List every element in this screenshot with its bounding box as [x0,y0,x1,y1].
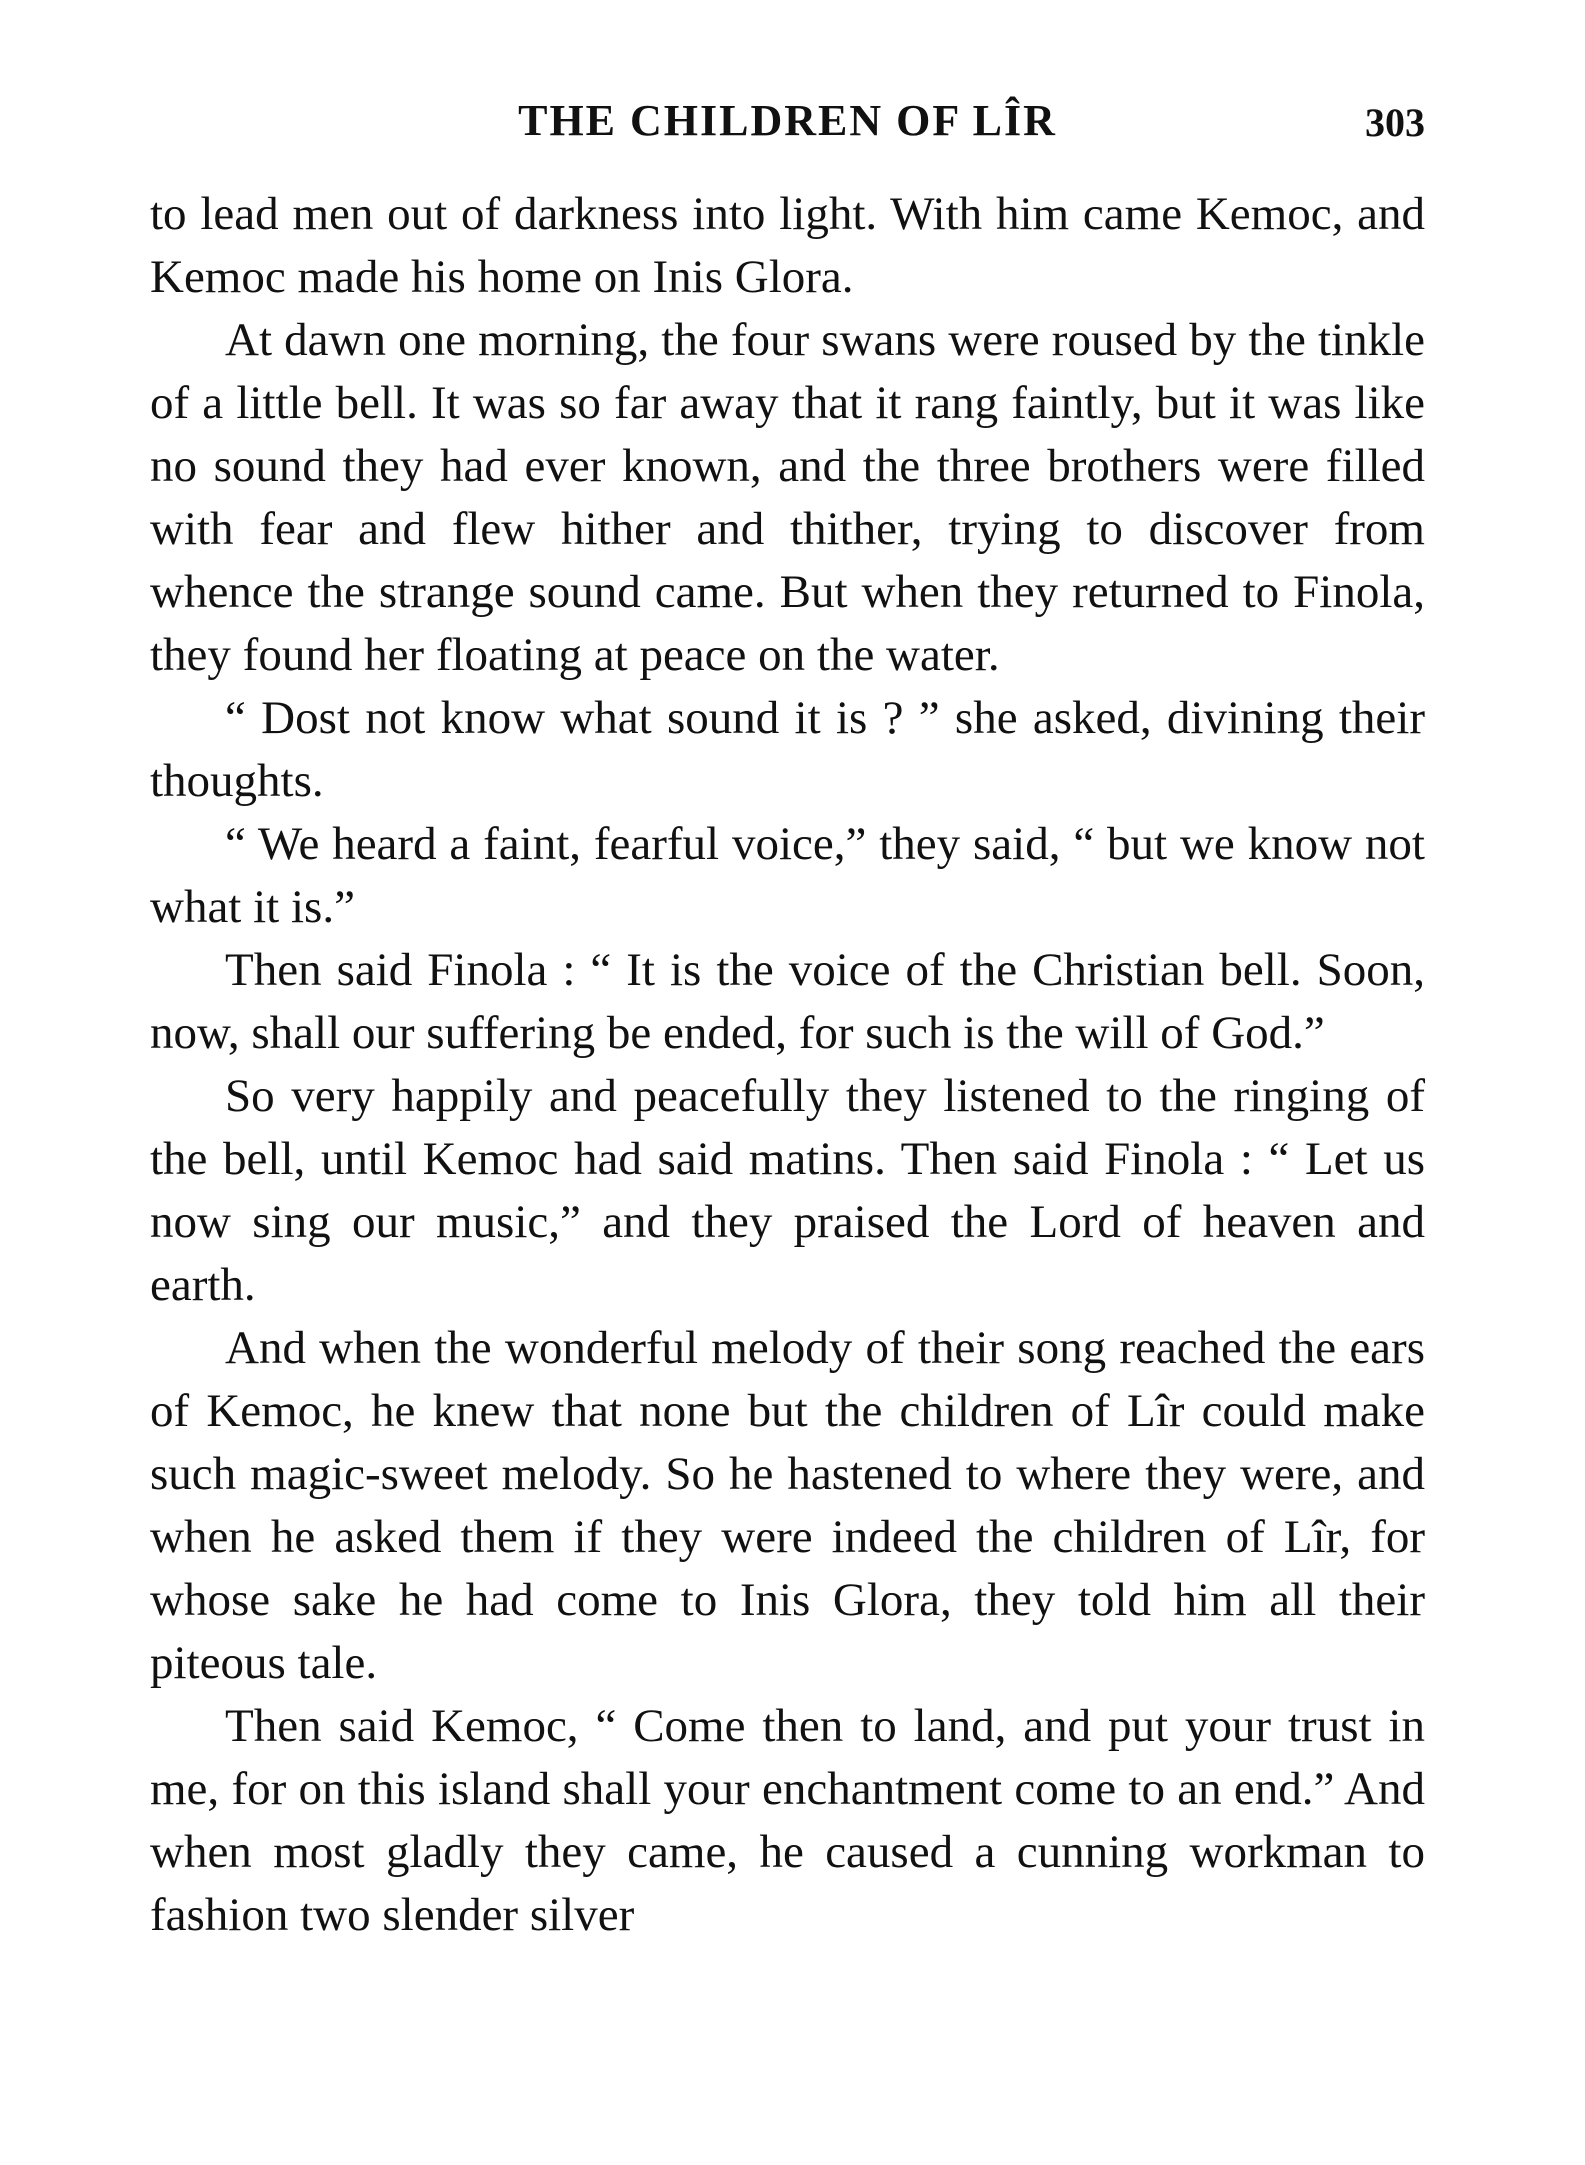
paragraph-continuation: to lead men out of darkness into light. With him came Kemoc, and Kemoc made his home on Inis Glora. [150,188,1425,303]
paragraph-come-to-land: Then said Kemoc, “ Come then to land, and put your trust in me, for on this island shall your enchantment come to an end.” And when most gladly they came, he caused a cunning workman to fashion two slender silver [150,1700,1425,1941]
page-number: 303 [1365,100,1425,145]
paragraph-dost-not-know: “ Dost not know what sound it is ? ” she asked, divining their thoughts. [150,692,1425,807]
paragraph-faint-voice: “ We heard a faint, fearful voice,” they said, “ but we know not what it is.” [150,818,1425,933]
book-page [150,95,1425,1947]
paragraph-dawn: At dawn one morning, the four swans were roused by the tinkle of a little bell. It was so far away that it rang faintly, but it was like no sound they had ever known, and the three brothers were filled with fear and flew hither and thither, trying to discover from whence the strange sound came. But when they returned to Finola, they found her floating at peace on the water. [150,314,1425,681]
paragraph-melody: And when the wonderful melody of their song reached the ears of Kemoc, he knew that none but the children of Lîr could make such magic-sweet melody. So he hastened to where they were, and when he asked them if they were indeed the children of Lîr, for whose sake he had come to Inis Glora, they told him all their piteous tale. [150,1322,1425,1689]
running-title: THE CHILDREN OF LÎR [518,96,1057,145]
paragraph-matins: So very happily and peacefully they listened to the ringing of the bell, until Kemoc had said matins. Then said Finola : “ Let us now sing our music,” and they praised the Lord of heaven and earth. [150,1070,1425,1311]
body-text [150,183,1425,1947]
running-head [150,95,1425,165]
paragraph-christian-bell: Then said Finola : “ It is the voice of the Christian bell. Soon, now, shall our suffering be ended, for such is the will of God.” [150,944,1425,1059]
